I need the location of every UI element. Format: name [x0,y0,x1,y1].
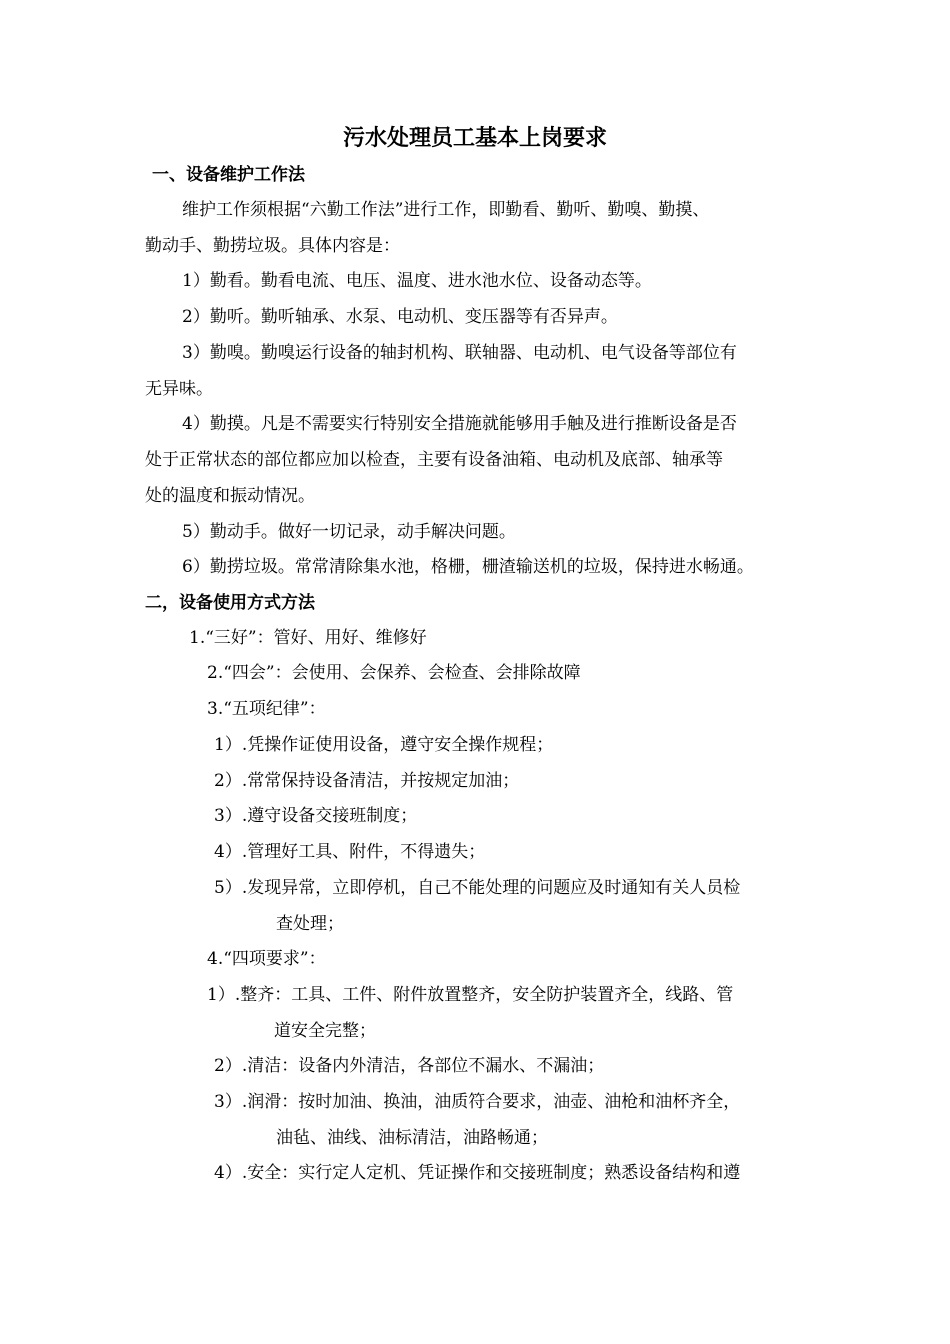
document-title: 污水处理员工基本上岗要求 [342,125,607,151]
section2-p4-4: 4）.安全：实行定人定机、凭证操作和交接班制度；熟悉设备结构和遵 [214,1163,741,1183]
section1-item6: 6）勤捞垃圾。常常清除集水池，格栅，栅渣输送机的垃圾，保持进水畅通。 [182,557,754,577]
section2-p4-2: 2）.清洁：设备内外清洁，各部位不漏水、不漏油； [214,1056,605,1076]
section2-p3-4: 4）.管理好工具、附件，不得遗失； [214,842,486,862]
section2-p4-3-line1: 3）.润滑：按时加油、换油，油质符合要求，油壶、油枪和油杯齐全， [214,1092,741,1112]
section1-item5: 5）勤动手。做好一切记录，动手解决问题。 [182,522,516,542]
section1-item2: 2）勤听。勤听轴承、水泵、电动机、变压器等有否异声。 [182,307,618,327]
section2-p1: 1.“三好”：管好、用好、维修好 [189,628,427,648]
section1-intro-line1: 维护工作须根据“六勤工作法”进行工作，即勤看、勤听、勤嗅、勤摸、 [182,200,710,220]
section2-p4-3-line2: 油毡、油线、油标清洁，油路畅通； [276,1128,548,1148]
section2-heading: 二，设备使用方式方法 [145,593,315,613]
section1-item4-line3: 处的温度和振动情况。 [145,486,315,506]
section2-p4-1-line1: 1）.整齐：工具、工件、附件放置整齐，安全防护装置齐全，线路、管 [207,985,734,1005]
section1-intro-line2: 勤动手、勤捞垃圾。具体内容是： [145,236,400,256]
section1-item1: 1）勤看。勤看电流、电压、温度、进水池水位、设备动态等。 [182,271,652,291]
section1-heading: 一、设备维护工作法 [152,165,305,185]
section1-item4-line2: 处于正常状态的部位都应加以检查，主要有设备油箱、电动机及底部、轴承等 [145,450,723,470]
section2-p3-1: 1）.凭操作证使用设备，遵守安全操作规程； [214,735,554,755]
section2-p3-5-line2: 查处理； [276,914,344,934]
section2-p3-2: 2）.常常保持设备清洁，并按规定加油； [214,771,520,791]
section2-p3-5-line1: 5）.发现异常，立即停机，自己不能处理的问题应及时通知有关人员检 [214,878,741,898]
section2-p2: 2.“四会”：会使用、会保养、会检查、会排除故障 [207,663,581,683]
section2-p3: 3.“五项纪律”： [207,699,326,719]
section2-p4-1-line2: 道安全完整； [274,1021,376,1041]
section1-item3-line2: 无异味。 [145,379,213,399]
section2-p4: 4.“四项要求”： [207,949,326,969]
section2-p3-3: 3）.遵守设备交接班制度； [214,806,418,826]
section1-item3-line1: 3）勤嗅。勤嗅运行设备的轴封机构、联轴器、电动机、电气设备等部位有 [182,343,737,363]
section1-item4-line1: 4）勤摸。凡是不需要实行特别安全措施就能够用手触及进行推断设备是否 [182,414,737,434]
